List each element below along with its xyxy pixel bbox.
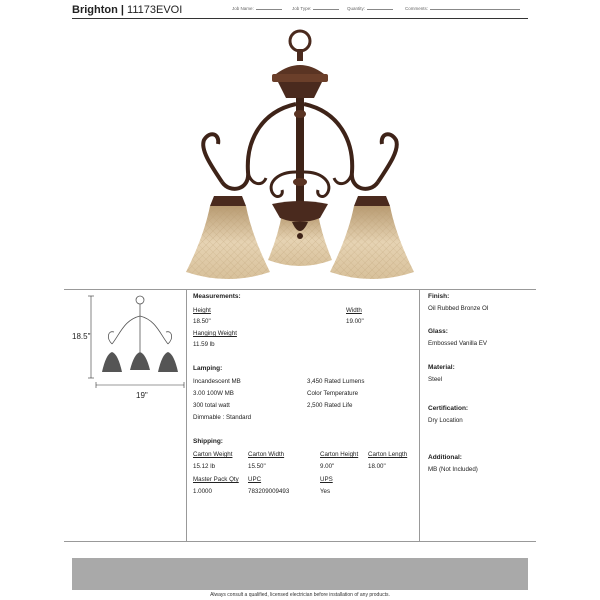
comments-label: Comments: [405, 6, 429, 11]
lamping-lumens: 3,450 Rated Lumens [307, 378, 365, 385]
header-divider [72, 18, 528, 19]
hanging-weight-value: 11.59 lb [193, 341, 215, 348]
column-divider-right [419, 289, 420, 541]
brand-name: Brighton [72, 4, 118, 16]
lamping-bulb-type: Incandescent MB [193, 378, 241, 385]
carton-height-value: 9.00" [320, 463, 335, 470]
ups-label: UPS [320, 476, 333, 483]
master-pack-qty-value: 1.0000 [193, 488, 212, 495]
ups-value: Yes [320, 488, 331, 495]
width-label: Width [346, 307, 362, 314]
job-name-field[interactable] [232, 6, 282, 11]
footer-gray-banner [72, 558, 528, 590]
certification-heading: Certification: [428, 405, 469, 412]
carton-weight-label: Carton Weight [193, 451, 233, 458]
carton-weight-value: 15.12 lb [193, 463, 216, 470]
job-name-label: Job Name: [232, 6, 254, 11]
shipping-heading: Shipping: [193, 438, 223, 445]
carton-width-label: Carton Width [248, 451, 285, 458]
glass-heading: Glass: [428, 328, 448, 335]
product-sku: 11173EVOI [127, 4, 183, 16]
lamping-dimmable: Dimmable : Standard [193, 414, 252, 421]
additional-value: MB (Not Included) [428, 466, 478, 473]
quantity-label: Quantity: [347, 6, 366, 11]
lamping-color-temperature: Color Temperature [307, 390, 359, 397]
job-type-field[interactable] [292, 6, 339, 11]
job-type-label: Job Type: [292, 6, 312, 11]
comments-field[interactable] [405, 6, 520, 11]
height-label: Height [193, 307, 211, 314]
additional-heading: Additional: [428, 454, 462, 461]
width-value: 19.00" [346, 318, 364, 325]
dimension-width-label: 19" [136, 391, 148, 400]
lamping-rated-life: 2,500 Rated Life [307, 402, 353, 409]
dimension-drawing [88, 292, 188, 402]
upc-label: UPC [248, 476, 262, 483]
lamping-wattage: 3.00 100W MB [193, 390, 234, 397]
section-divider-bottom [64, 541, 536, 542]
height-value: 18.50" [193, 318, 211, 325]
product-title [72, 4, 182, 16]
finish-value: Oil Rubbed Bronze OI [428, 305, 489, 312]
section-divider-top [64, 289, 536, 290]
carton-length-label: Carton Length [368, 451, 408, 458]
title-separator: | [120, 4, 124, 16]
chandelier-image [160, 22, 440, 284]
carton-width-value: 15.50" [248, 463, 266, 470]
footer-disclaimer: Always consult a qualified, licensed electrician before installation of any products. [210, 592, 390, 598]
hanging-weight-label: Hanging Weight [193, 330, 237, 337]
dimension-height-label: 18.5" [72, 332, 91, 341]
master-pack-qty-label: Master Pack Qty [193, 476, 239, 483]
lamping-total-watt: 300 total watt [193, 402, 230, 409]
carton-length-value: 18.00" [368, 463, 386, 470]
certification-value: Dry Location [428, 417, 463, 424]
glass-value: Embossed Vanilla EV [428, 340, 488, 347]
quantity-field[interactable] [347, 6, 393, 11]
material-heading: Material: [428, 364, 455, 371]
finish-heading: Finish: [428, 293, 450, 300]
spec-sheet-header [72, 4, 528, 18]
measurements-heading: Measurements: [193, 293, 241, 300]
material-value: Steel [428, 376, 443, 383]
lamping-heading: Lamping: [193, 365, 223, 372]
upc-value: 783209009493 [248, 488, 290, 495]
carton-height-label: Carton Height [320, 451, 359, 458]
